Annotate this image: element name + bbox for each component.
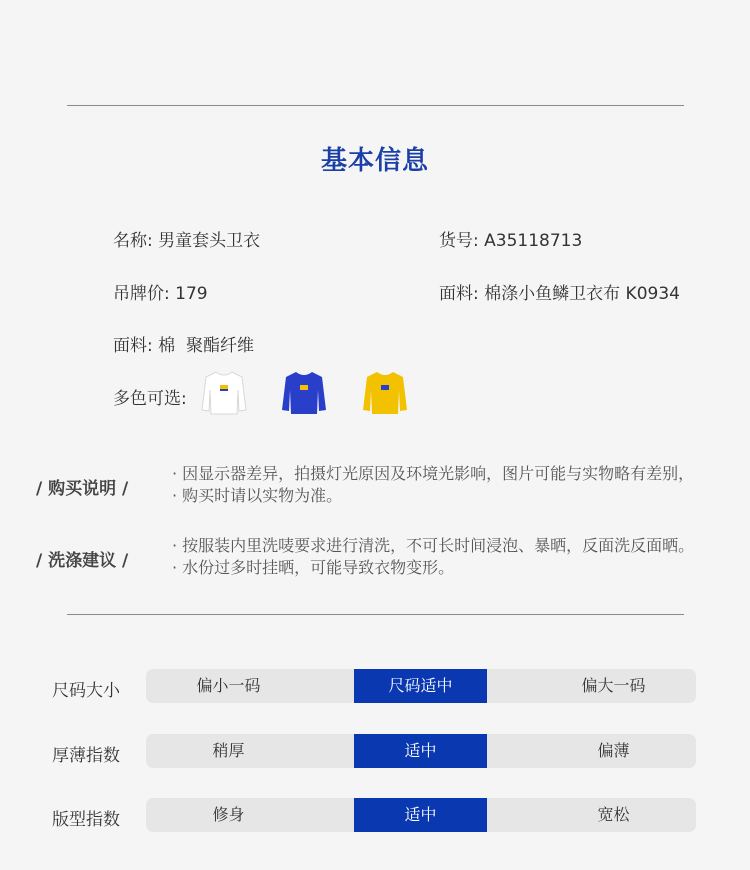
item-no-value: A35118713 bbox=[484, 231, 583, 251]
wash-note-line: · 水份过多时挂晒，可能导致衣物变形。 bbox=[172, 558, 455, 577]
price-value: 179 bbox=[175, 284, 208, 304]
white-sweatshirt-swatch[interactable] bbox=[201, 368, 247, 418]
chest-print-stripe bbox=[220, 389, 228, 391]
size-index-bar bbox=[146, 669, 696, 703]
blue-sweatshirt-swatch[interactable] bbox=[281, 368, 327, 418]
purchase-note-line: · 购买时请以实物为准。 bbox=[172, 486, 343, 505]
colors-label: 多色可选: bbox=[113, 389, 187, 409]
size-option-fit[interactable]: 尺码适中 bbox=[354, 669, 487, 703]
size-index-label: 尺码大小 bbox=[52, 681, 120, 701]
fit-option-slim[interactable]: 修身 bbox=[212, 805, 245, 824]
material-value: 棉 聚酯纤维 bbox=[158, 336, 254, 356]
fabric-info bbox=[439, 279, 680, 304]
thickness-index-bar bbox=[146, 734, 696, 768]
item-no-info bbox=[439, 226, 582, 251]
sweatshirt-shape bbox=[202, 372, 246, 414]
yellow-sweatshirt-swatch[interactable] bbox=[362, 368, 408, 418]
material-info bbox=[113, 331, 254, 356]
fabric-value: 棉涤小鱼鳞卫衣布 K0934 bbox=[484, 284, 680, 304]
thickness-option-medium[interactable]: 适中 bbox=[354, 734, 487, 768]
price-label: 吊牌价: bbox=[113, 284, 170, 304]
section-title: 基本信息 bbox=[320, 146, 429, 176]
item-no-label: 货号: bbox=[439, 231, 479, 251]
purchase-note-label: / 购买说明 / bbox=[36, 479, 129, 499]
chest-print bbox=[381, 385, 389, 390]
wash-note-label: / 洗涤建议 / bbox=[36, 551, 129, 571]
thickness-option-thick[interactable]: 稍厚 bbox=[212, 741, 245, 760]
fabric-label: 面料: bbox=[439, 284, 479, 304]
bottom-divider bbox=[67, 614, 684, 615]
thickness-index-label: 厚薄指数 bbox=[52, 746, 120, 766]
fit-index-label: 版型指数 bbox=[52, 810, 120, 830]
wash-note-text bbox=[172, 535, 694, 579]
fit-index-bar bbox=[146, 798, 696, 832]
sweatshirt-shape bbox=[282, 372, 326, 414]
price-info bbox=[113, 279, 208, 304]
name-info bbox=[113, 226, 260, 251]
fit-option-regular[interactable]: 适中 bbox=[354, 798, 487, 832]
sweatshirt-shape bbox=[363, 372, 407, 414]
top-divider bbox=[67, 105, 684, 106]
purchase-note-line: · 因显示器差异，拍摄灯光原因及环境光影响，图片可能与实物略有差别， bbox=[172, 464, 695, 483]
name-label: 名称: bbox=[113, 231, 153, 251]
size-option-large[interactable]: 偏大一码 bbox=[581, 676, 646, 695]
name-value: 男童套头卫衣 bbox=[158, 231, 261, 251]
thickness-option-thin[interactable]: 偏薄 bbox=[597, 741, 630, 760]
wash-note-line: · 按服装内里洗唛要求进行清洗，不可长时间浸泡、暴晒，反面洗反面晒。 bbox=[172, 536, 695, 555]
chest-print bbox=[300, 385, 308, 390]
purchase-note-text bbox=[172, 463, 694, 507]
fit-option-loose[interactable]: 宽松 bbox=[597, 805, 630, 824]
size-option-small[interactable]: 偏小一码 bbox=[196, 676, 261, 695]
material-label: 面料: bbox=[113, 336, 153, 356]
